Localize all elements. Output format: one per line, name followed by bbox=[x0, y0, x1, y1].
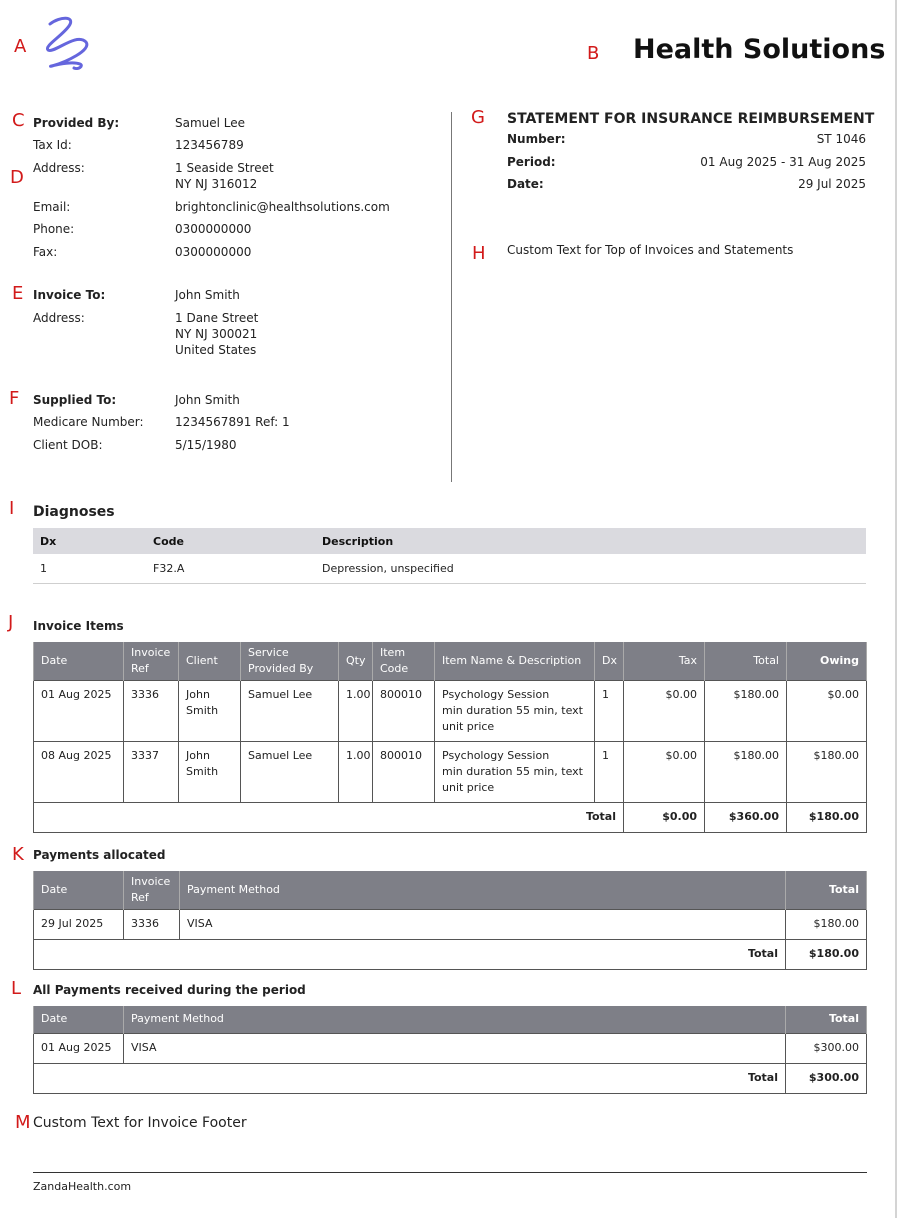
tax-id-label: Tax Id: bbox=[33, 138, 72, 152]
provided-by-value: Samuel Lee bbox=[175, 116, 246, 130]
item-name-cell bbox=[435, 680, 595, 741]
date-cell: 01 Aug 2025 bbox=[34, 680, 124, 741]
table-row bbox=[34, 680, 867, 741]
item-code-cell: 800010 bbox=[373, 680, 435, 741]
item-code-cell: 800010 bbox=[373, 741, 435, 802]
statement-period-value: 01 Aug 2025 - 31 Aug 2025 bbox=[700, 155, 866, 169]
marker-a: A bbox=[14, 36, 27, 57]
invoice-items-title: Invoice Items bbox=[33, 619, 124, 633]
description-header: Description bbox=[315, 528, 866, 554]
date-cell: 01 Aug 2025 bbox=[34, 1033, 124, 1063]
phone-value: 0300000000 bbox=[175, 222, 252, 236]
total-cell: $300.00 bbox=[786, 1033, 867, 1063]
code-header: Code bbox=[146, 528, 315, 554]
invoice-items-table bbox=[33, 642, 867, 833]
invoice-items-total-row bbox=[34, 802, 867, 832]
total-label: Total bbox=[34, 939, 786, 969]
dob-label: Client DOB: bbox=[33, 438, 103, 452]
total-header: Total bbox=[705, 642, 787, 680]
total-value: $180.00 bbox=[786, 939, 867, 969]
table-row bbox=[33, 554, 866, 584]
invoice-ref-cell: 3337 bbox=[124, 741, 179, 802]
invoice-ref-header: Invoice Ref bbox=[124, 871, 180, 909]
invoice-address-line3: United States bbox=[175, 343, 257, 357]
invoice-address-label: Address: bbox=[33, 311, 85, 325]
total-header: Total bbox=[786, 1006, 867, 1033]
diagnoses-title: Diagnoses bbox=[33, 504, 115, 520]
code-cell: F32.A bbox=[146, 554, 315, 584]
email-value: brightonclinic@healthsolutions.com bbox=[175, 200, 390, 214]
item-name: Psychology Session bbox=[442, 687, 550, 701]
qty-cell: 1.00 bbox=[339, 741, 373, 802]
item-description: min duration 55 min, text unit price bbox=[442, 703, 583, 733]
total-owing: $180.00 bbox=[787, 802, 867, 832]
column-divider bbox=[451, 112, 452, 482]
dx-header: Dx bbox=[595, 642, 624, 680]
dx-header: Dx bbox=[33, 528, 146, 554]
phone-label: Phone: bbox=[33, 222, 75, 236]
statement-period-label: Period: bbox=[507, 155, 556, 169]
item-description: min duration 55 min, text unit price bbox=[442, 764, 583, 794]
marker-e: E bbox=[12, 283, 24, 304]
owing-header: Owing bbox=[787, 642, 867, 680]
marker-c: C bbox=[12, 110, 25, 131]
date-cell: 08 Aug 2025 bbox=[34, 741, 124, 802]
tax-header: Tax bbox=[624, 642, 705, 680]
statement-date-label: Date: bbox=[507, 177, 544, 191]
provider-address-line2: NY NJ 316012 bbox=[175, 177, 258, 191]
total-cell: $180.00 bbox=[705, 741, 787, 802]
date-header: Date bbox=[34, 871, 124, 909]
squiggle-z-logo-icon bbox=[36, 14, 94, 72]
payments-allocated-table bbox=[33, 871, 867, 970]
total-label: Total bbox=[34, 1063, 786, 1093]
total-total: $360.00 bbox=[705, 802, 787, 832]
dx-cell: 1 bbox=[33, 554, 146, 584]
date-cell: 29 Jul 2025 bbox=[34, 909, 124, 939]
tax-cell: $0.00 bbox=[624, 741, 705, 802]
item-name-cell bbox=[435, 741, 595, 802]
total-label: Total bbox=[34, 802, 624, 832]
payment-method-cell: VISA bbox=[180, 909, 786, 939]
total-header: Total bbox=[786, 871, 867, 909]
top-custom-text: Custom Text for Top of Invoices and Statements bbox=[507, 243, 794, 257]
table-row bbox=[34, 909, 867, 939]
supplied-to-name: John Smith bbox=[175, 393, 240, 407]
marker-f: F bbox=[9, 388, 20, 409]
table-row bbox=[34, 741, 867, 802]
total-value: $300.00 bbox=[786, 1063, 867, 1093]
invoice-to-name: John Smith bbox=[175, 288, 240, 302]
invoice-address-line2: NY NJ 300021 bbox=[175, 327, 258, 341]
payment-method-header: Payment Method bbox=[124, 1006, 786, 1033]
payments-received-table bbox=[33, 1006, 867, 1094]
invoice-items-header-row bbox=[34, 642, 867, 680]
fax-value: 0300000000 bbox=[175, 245, 252, 259]
item-name: Psychology Session bbox=[442, 748, 550, 762]
dx-cell: 1 bbox=[595, 680, 624, 741]
medicare-label: Medicare Number: bbox=[33, 415, 144, 429]
owing-cell: $180.00 bbox=[787, 741, 867, 802]
payments-received-total-row bbox=[34, 1063, 867, 1093]
payments-allocated-header-row bbox=[34, 871, 867, 909]
total-cell: $180.00 bbox=[786, 909, 867, 939]
marker-g: G bbox=[471, 107, 485, 128]
invoice-address-line1: 1 Dane Street bbox=[175, 311, 259, 325]
date-header: Date bbox=[34, 1006, 124, 1033]
supplied-to-label: Supplied To: bbox=[33, 393, 117, 407]
provider-address-label: Address: bbox=[33, 161, 85, 175]
date-header: Date bbox=[34, 642, 124, 680]
fax-label: Fax: bbox=[33, 245, 58, 259]
payments-allocated-total-row bbox=[34, 939, 867, 969]
footer-divider bbox=[33, 1172, 867, 1173]
diagnoses-header-row bbox=[33, 528, 866, 554]
dob-value: 5/15/1980 bbox=[175, 438, 237, 452]
total-cell: $180.00 bbox=[705, 680, 787, 741]
statement-number-label: Number: bbox=[507, 132, 566, 146]
total-tax: $0.00 bbox=[624, 802, 705, 832]
tax-id-value: 123456789 bbox=[175, 138, 244, 152]
marker-i: I bbox=[9, 498, 15, 519]
marker-h: H bbox=[472, 243, 486, 264]
marker-j: J bbox=[8, 612, 14, 633]
invoice-to-label: Invoice To: bbox=[33, 288, 106, 302]
provider-address-line1: 1 Seaside Street bbox=[175, 161, 274, 175]
statement-number-value: ST 1046 bbox=[816, 132, 866, 146]
table-row bbox=[34, 1033, 867, 1063]
qty-cell: 1.00 bbox=[339, 680, 373, 741]
statement-title: STATEMENT FOR INSURANCE REIMBURSEMENT bbox=[507, 111, 875, 127]
provider-cell: Samuel Lee bbox=[241, 680, 339, 741]
diagnoses-table bbox=[33, 528, 866, 584]
marker-k: K bbox=[12, 844, 24, 865]
payments-received-title: All Payments received during the period bbox=[33, 983, 306, 997]
invoice-ref-cell: 3336 bbox=[124, 680, 179, 741]
footer-custom-text: Custom Text for Invoice Footer bbox=[33, 1115, 247, 1131]
dx-cell: 1 bbox=[595, 741, 624, 802]
email-label: Email: bbox=[33, 200, 71, 214]
marker-m: M bbox=[15, 1112, 31, 1133]
provided-by-label: Provided By: bbox=[33, 116, 120, 130]
item-code-header: Item Code bbox=[373, 642, 435, 680]
medicare-value: 1234567891 Ref: 1 bbox=[175, 415, 290, 429]
payments-allocated-title: Payments allocated bbox=[33, 848, 166, 862]
marker-l: L bbox=[11, 978, 22, 999]
statement-date-value: 29 Jul 2025 bbox=[798, 177, 866, 191]
client-header: Client bbox=[179, 642, 241, 680]
marker-d: D bbox=[10, 167, 24, 188]
clinic-brand-name: Health Solutions bbox=[633, 34, 886, 65]
tax-cell: $0.00 bbox=[624, 680, 705, 741]
payments-received-header-row bbox=[34, 1006, 867, 1033]
invoice-ref-cell: 3336 bbox=[124, 909, 180, 939]
item-name-header: Item Name & Description bbox=[435, 642, 595, 680]
owing-cell: $0.00 bbox=[787, 680, 867, 741]
description-cell: Depression, unspecified bbox=[315, 554, 866, 584]
provider-cell: Samuel Lee bbox=[241, 741, 339, 802]
payment-method-header: Payment Method bbox=[180, 871, 786, 909]
invoice-ref-header: Invoice Ref bbox=[124, 642, 179, 680]
footer-site: ZandaHealth.com bbox=[33, 1180, 132, 1193]
marker-b: B bbox=[587, 43, 600, 64]
client-cell: John Smith bbox=[179, 680, 241, 741]
qty-header: Qty bbox=[339, 642, 373, 680]
payment-method-cell: VISA bbox=[124, 1033, 786, 1063]
service-provided-by-header: Service Provided By bbox=[241, 642, 339, 680]
client-cell: John Smith bbox=[179, 741, 241, 802]
